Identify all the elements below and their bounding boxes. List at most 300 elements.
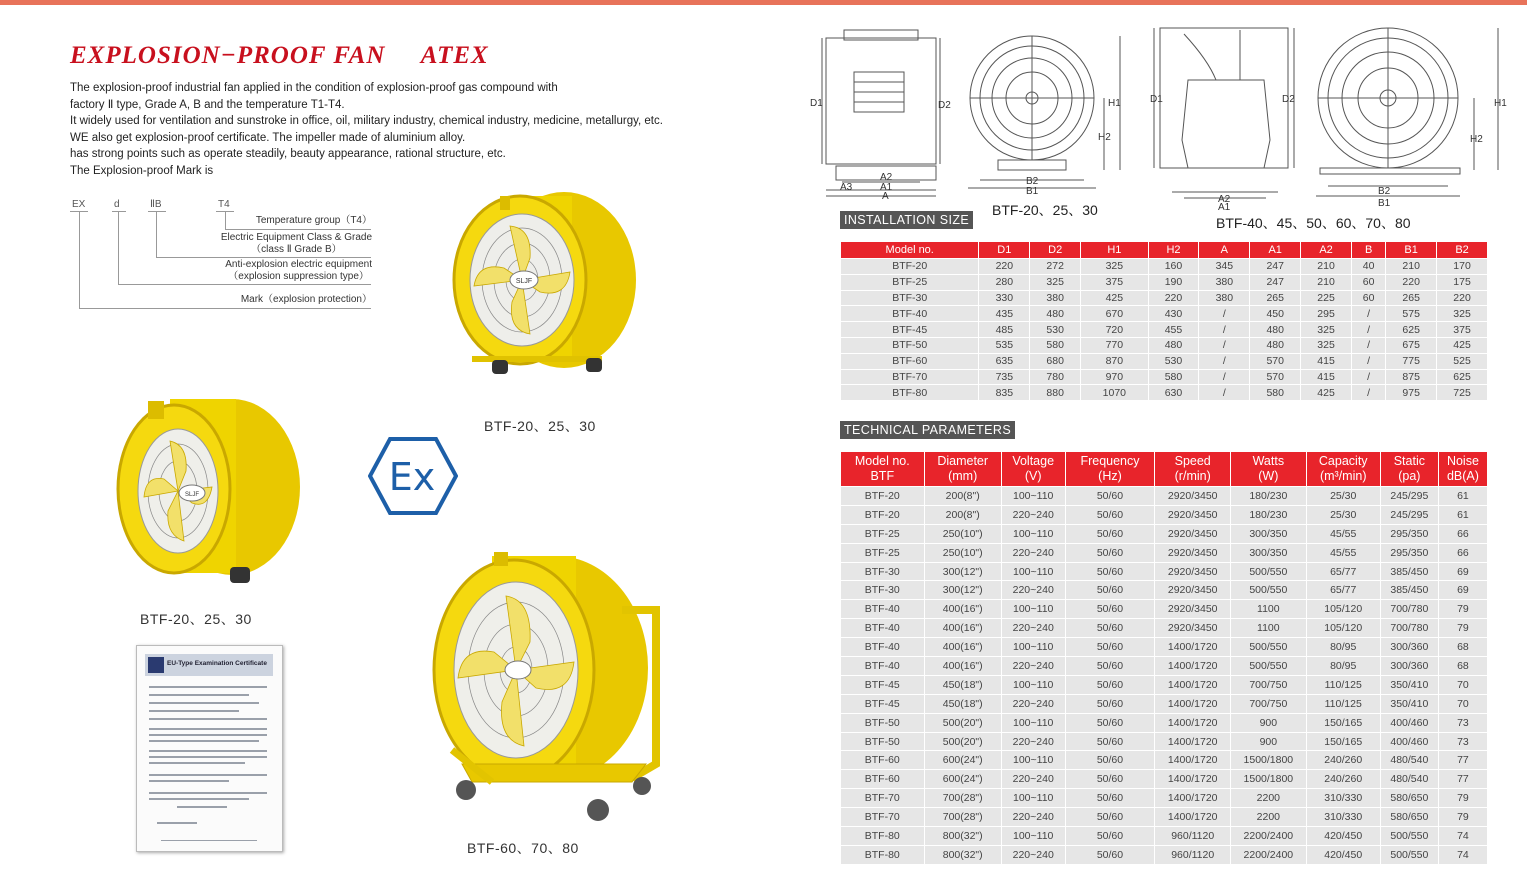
table-cell: 79 — [1439, 808, 1487, 826]
table-cell: 800(32") — [925, 846, 1001, 864]
table-cell: BTF-40 — [841, 638, 924, 656]
table-cell: 455 — [1149, 322, 1199, 337]
table-cell: 670 — [1081, 306, 1147, 321]
table-cell: 800(32") — [925, 827, 1001, 845]
ex-code: ⅡB — [150, 199, 162, 210]
column-header — [1439, 452, 1487, 486]
table-cell: 68 — [1439, 638, 1487, 656]
table-cell: 25/30 — [1307, 506, 1380, 524]
table-row — [841, 714, 1487, 732]
table-cell: 425 — [1301, 385, 1351, 400]
table-row — [841, 370, 1487, 385]
installation-size-table — [840, 241, 1488, 401]
table-cell: 450(18") — [925, 676, 1001, 694]
table-cell: 220~240 — [1002, 695, 1065, 713]
table-cell: 420/450 — [1307, 846, 1380, 864]
table-row — [841, 322, 1487, 337]
table-cell: 1100 — [1231, 619, 1306, 637]
column-header — [1307, 452, 1380, 486]
table-cell: BTF-20 — [841, 259, 978, 274]
table-cell: 220 — [1386, 275, 1436, 290]
table-cell: 1400/1720 — [1155, 733, 1230, 751]
table-cell: 220~240 — [1002, 733, 1065, 751]
table-cell: 2200/2400 — [1231, 846, 1306, 864]
ex-mark-diagram — [70, 196, 380, 316]
column-header: Model no. — [841, 242, 978, 258]
table-cell: 385/450 — [1381, 581, 1438, 599]
table-cell: 50/60 — [1066, 827, 1155, 845]
table-cell: 525 — [1437, 354, 1487, 369]
leader-line — [156, 211, 157, 257]
table-row — [841, 525, 1487, 543]
caption-fan-left: BTF-20、25、30 — [140, 611, 252, 627]
table-row — [841, 733, 1487, 751]
table-cell: 60 — [1352, 291, 1385, 306]
table-cell: BTF-80 — [841, 827, 924, 845]
column-header-unit: (r/min) — [1174, 469, 1211, 483]
desc-line: （class Ⅱ Grade B） — [251, 244, 342, 255]
text-line — [149, 702, 259, 704]
table-cell: 380 — [1199, 275, 1249, 290]
table-cell: 580/650 — [1381, 808, 1438, 826]
table-cell: 480 — [1030, 306, 1080, 321]
table-cell: 220~240 — [1002, 846, 1065, 864]
table-cell: 61 — [1439, 506, 1487, 524]
table-cell: BTF-40 — [841, 657, 924, 675]
table-cell: 272 — [1030, 259, 1080, 274]
text-line — [149, 756, 267, 758]
table-cell: 310/330 — [1307, 808, 1380, 826]
table-cell: 79 — [1439, 789, 1487, 807]
table-cell: BTF-60 — [841, 770, 924, 788]
table-row — [841, 338, 1487, 353]
table-cell: 79 — [1439, 619, 1487, 637]
table-cell: 50/60 — [1066, 638, 1155, 656]
column-header-line: Static — [1393, 454, 1425, 468]
column-header-unit: (mm) — [948, 469, 978, 483]
table-cell: 400/460 — [1381, 714, 1438, 732]
table-cell: 200(8") — [925, 506, 1001, 524]
dim-label: D1 — [810, 98, 823, 109]
table-cell: 73 — [1439, 714, 1487, 732]
dim-label: A2 — [880, 172, 893, 183]
column-header — [1066, 452, 1155, 486]
dim-label: B2 — [1378, 186, 1391, 197]
table-cell: 66 — [1439, 544, 1487, 562]
certificate-title: EU-Type Examination Certificate — [167, 660, 267, 667]
table-cell: 350/410 — [1381, 676, 1438, 694]
table-cell: 200(8") — [925, 487, 1001, 505]
table-cell: 580 — [1149, 370, 1199, 385]
table-cell: 780 — [1030, 370, 1080, 385]
table-cell: 2920/3450 — [1155, 525, 1230, 543]
column-header: B — [1352, 242, 1385, 258]
table-cell: 240/260 — [1307, 751, 1380, 769]
table-cell: 1400/1720 — [1155, 770, 1230, 788]
column-header-line: Speed — [1174, 454, 1211, 468]
table-cell: BTF-45 — [841, 676, 924, 694]
column-header-unit: (Hz) — [1098, 469, 1122, 483]
table-cell: 100~110 — [1002, 487, 1065, 505]
table-cell: / — [1199, 385, 1249, 400]
table-cell: 415 — [1301, 354, 1351, 369]
table-cell: 425 — [1081, 291, 1147, 306]
table-cell: 50/60 — [1066, 789, 1155, 807]
text-line — [149, 780, 229, 782]
table-cell: 1400/1720 — [1155, 638, 1230, 656]
table-body — [841, 259, 1487, 400]
column-header-unit: (V) — [1024, 469, 1042, 483]
table-cell: 220~240 — [1002, 657, 1065, 675]
table-cell: 220 — [979, 259, 1029, 274]
dim-label: H2 — [1098, 132, 1111, 143]
table-cell: 69 — [1439, 581, 1487, 599]
table-cell: 50/60 — [1066, 751, 1155, 769]
table-cell: BTF-30 — [841, 581, 924, 599]
desc-line: Electric Equipment Class & Grade — [220, 232, 372, 243]
table-row — [841, 808, 1487, 826]
table-cell: 325 — [1081, 259, 1147, 274]
table-cell: BTF-70 — [841, 808, 924, 826]
table-cell: 77 — [1439, 751, 1487, 769]
fan-photo-btf-20 — [452, 188, 642, 383]
ex-desc-type — [225, 259, 372, 283]
column-header-line: Capacity — [1318, 454, 1368, 468]
table-header-row — [841, 452, 1487, 486]
table-cell: / — [1352, 370, 1385, 385]
fan-photo-btf-60 — [432, 550, 668, 828]
table-cell: 74 — [1439, 827, 1487, 845]
table-cell: 580/650 — [1381, 789, 1438, 807]
table-cell: 50/60 — [1066, 676, 1155, 694]
table-cell: 1400/1720 — [1155, 714, 1230, 732]
table-cell: 50/60 — [1066, 581, 1155, 599]
table-cell: 280 — [979, 275, 1029, 290]
table-cell: 100~110 — [1002, 827, 1065, 845]
column-header-unit: BTF — [870, 469, 895, 483]
brand-label: SLJF — [515, 278, 533, 285]
table-cell: 400(16") — [925, 638, 1001, 656]
caption-fan-top: BTF-20、25、30 — [484, 418, 596, 434]
table-cell: 900 — [1231, 733, 1306, 751]
table-cell: 570 — [1250, 370, 1300, 385]
column-header — [1155, 452, 1230, 486]
table-cell: 25/30 — [1307, 487, 1380, 505]
dim-label: A3 — [840, 182, 853, 193]
ex-code: EX — [72, 199, 86, 210]
table-cell: 625 — [1386, 322, 1436, 337]
desc-line: （explosion suppression type） — [228, 271, 369, 282]
table-cell: 580 — [1250, 385, 1300, 400]
table-cell: / — [1199, 306, 1249, 321]
text-line — [149, 710, 239, 712]
table-cell: 570 — [1250, 354, 1300, 369]
table-cell: 1070 — [1081, 385, 1147, 400]
dim-label: H1 — [1494, 98, 1507, 109]
table-cell: 325 — [1437, 306, 1487, 321]
table-cell: 530 — [1149, 354, 1199, 369]
table-cell: / — [1352, 306, 1385, 321]
table-cell: 50/60 — [1066, 619, 1155, 637]
table-row — [841, 789, 1487, 807]
table-cell: 73 — [1439, 733, 1487, 751]
table-cell: 2200/2400 — [1231, 827, 1306, 845]
caption-fan-big: BTF-60、70、80 — [467, 840, 579, 856]
table-cell: 50/60 — [1066, 695, 1155, 713]
intro-line: has strong points such as operate steadily, beauty appearance, rational structure, etc. — [70, 148, 506, 161]
table-cell: 535 — [979, 338, 1029, 353]
column-header — [925, 452, 1001, 486]
table-cell: / — [1352, 385, 1385, 400]
table-cell: 870 — [1081, 354, 1147, 369]
table-cell: 240/260 — [1307, 770, 1380, 788]
table-cell: 1100 — [1231, 600, 1306, 618]
table-cell: 2920/3450 — [1155, 600, 1230, 618]
table-cell: 1500/1800 — [1231, 770, 1306, 788]
table-cell: 500/550 — [1231, 657, 1306, 675]
table-cell: 960/1120 — [1155, 827, 1230, 845]
table-cell: 700/780 — [1381, 600, 1438, 618]
column-header — [1231, 452, 1306, 486]
column-header — [841, 452, 924, 486]
table-cell: 105/120 — [1307, 619, 1380, 637]
table-cell: 210 — [1301, 275, 1351, 290]
column-header-unit: (pa) — [1398, 469, 1421, 483]
table-cell: 310/330 — [1307, 789, 1380, 807]
table-cell: 50/60 — [1066, 846, 1155, 864]
table-cell: 77 — [1439, 770, 1487, 788]
table-cell: 380 — [1199, 291, 1249, 306]
column-header-unit: (W) — [1258, 469, 1279, 483]
technical-parameters-heading: TECHNICAL PARAMETERS — [840, 421, 1015, 439]
table-cell: 425 — [1437, 338, 1487, 353]
text-line — [149, 740, 259, 742]
intro-line: The Explosion-proof Mark is — [70, 164, 214, 177]
text-line — [161, 840, 257, 841]
column-header: B2 — [1437, 242, 1487, 258]
table-cell: BTF-60 — [841, 751, 924, 769]
intro-line: WE also get explosion-proof certificate. The impeller made of aluminium alloy. — [70, 131, 466, 144]
table-cell: 2920/3450 — [1155, 563, 1230, 581]
table-cell: 700/750 — [1231, 676, 1306, 694]
table-cell: 80/95 — [1307, 657, 1380, 675]
leader-line — [225, 229, 371, 230]
table-cell: 485 — [979, 322, 1029, 337]
text-line — [149, 798, 249, 800]
dim-label: D2 — [938, 100, 951, 111]
table-cell: 100~110 — [1002, 638, 1065, 656]
table-cell: 635 — [979, 354, 1029, 369]
table-cell: 2920/3450 — [1155, 619, 1230, 637]
table-row — [841, 770, 1487, 788]
column-header: D1 — [979, 242, 1029, 258]
table-cell: 700(28") — [925, 789, 1001, 807]
column-header-line: Model no. — [854, 454, 910, 468]
table-cell: BTF-30 — [841, 563, 924, 581]
table-cell: 70 — [1439, 676, 1487, 694]
table-row — [841, 487, 1487, 505]
leader-line — [225, 211, 226, 229]
table-cell: 65/77 — [1307, 581, 1380, 599]
table-cell: 500/550 — [1231, 638, 1306, 656]
table-cell: BTF-25 — [841, 525, 924, 543]
intro-line: The explosion-proof industrial fan applied in the condition of explosion-proof gas compound with — [70, 82, 558, 94]
certificate-logo — [148, 657, 164, 673]
column-header: H2 — [1149, 242, 1199, 258]
table-cell: BTF-70 — [841, 789, 924, 807]
table-cell: 300(12") — [925, 581, 1001, 599]
text-line — [149, 774, 267, 776]
text-line — [149, 694, 249, 696]
table-cell: 50/60 — [1066, 563, 1155, 581]
table-cell: 900 — [1231, 714, 1306, 732]
table-cell: BTF-25 — [841, 275, 978, 290]
table-cell: 50/60 — [1066, 733, 1155, 751]
desc-line: Temperature group（T4） — [255, 215, 372, 226]
dim-label: A — [882, 191, 889, 202]
top-accent-bar — [0, 0, 1527, 5]
table-cell: BTF-25 — [841, 544, 924, 562]
table-cell: 110/125 — [1307, 676, 1380, 694]
table-cell: 110/125 — [1307, 695, 1380, 713]
table-row — [841, 676, 1487, 694]
leader-line — [156, 257, 371, 258]
table-cell: 300/350 — [1231, 544, 1306, 562]
ex-desc-mark — [241, 294, 372, 306]
table-cell: BTF-50 — [841, 338, 978, 353]
table-cell: BTF-30 — [841, 291, 978, 306]
table-cell: 680 — [1030, 354, 1080, 369]
table-cell: 100~110 — [1002, 525, 1065, 543]
table-cell: 625 — [1437, 370, 1487, 385]
signature — [157, 822, 197, 824]
table-cell: 350/410 — [1381, 695, 1438, 713]
table-cell: 770 — [1081, 338, 1147, 353]
table-cell: 500/550 — [1381, 827, 1438, 845]
table-cell: BTF-20 — [841, 506, 924, 524]
table-cell: 61 — [1439, 487, 1487, 505]
table-cell: / — [1352, 338, 1385, 353]
table-cell: 100~110 — [1002, 789, 1065, 807]
table-cell: / — [1199, 354, 1249, 369]
table-row — [841, 275, 1487, 290]
ex-desc-temperature — [256, 215, 372, 227]
table-cell: 700/780 — [1381, 619, 1438, 637]
table-cell: BTF-50 — [841, 733, 924, 751]
table-cell: / — [1199, 370, 1249, 385]
table-row — [841, 306, 1487, 321]
table-cell: 79 — [1439, 600, 1487, 618]
table-cell: 150/165 — [1307, 714, 1380, 732]
column-header-unit: dB(A) — [1446, 469, 1479, 483]
table-cell: 480/540 — [1381, 770, 1438, 788]
table-cell: 580 — [1030, 338, 1080, 353]
table-body — [841, 487, 1487, 864]
table-cell: BTF-50 — [841, 714, 924, 732]
column-header-line: Watts — [1252, 454, 1285, 468]
table-cell: 480 — [1250, 338, 1300, 353]
brand-label: SLJF — [184, 492, 200, 498]
table-cell: 630 — [1149, 385, 1199, 400]
table-row — [841, 638, 1487, 656]
table-cell: 180/230 — [1231, 487, 1306, 505]
table-cell: 1400/1720 — [1155, 657, 1230, 675]
table-cell: 175 — [1437, 275, 1487, 290]
table-cell: / — [1352, 322, 1385, 337]
table-cell: 247 — [1250, 259, 1300, 274]
table-cell: 69 — [1439, 563, 1487, 581]
table-row — [841, 581, 1487, 599]
table-cell: 700/750 — [1231, 695, 1306, 713]
intro-line: It widely used for ventilation and sunstroke in office, oil, military industry, chemical industry, medicine, metallurgy, etc. — [70, 115, 663, 128]
table-cell: 975 — [1386, 385, 1436, 400]
table-cell: 735 — [979, 370, 1029, 385]
technical-parameters-table — [840, 451, 1488, 865]
table-cell: BTF-80 — [841, 846, 924, 864]
table-cell: 50/60 — [1066, 525, 1155, 543]
table-cell: 50/60 — [1066, 544, 1155, 562]
installation-drawings — [808, 20, 1518, 210]
dim-label: D1 — [1150, 94, 1163, 105]
table-cell: 74 — [1439, 846, 1487, 864]
table-cell: 220 — [1149, 291, 1199, 306]
table-cell: 68 — [1439, 657, 1487, 675]
table-cell: 70 — [1439, 695, 1487, 713]
table-cell: 2920/3450 — [1155, 506, 1230, 524]
table-cell: 300/360 — [1381, 657, 1438, 675]
table-cell: 480/540 — [1381, 751, 1438, 769]
desc-line: Mark（explosion protection） — [240, 294, 372, 305]
table-row — [841, 846, 1487, 864]
column-header — [1381, 452, 1438, 486]
table-cell: 295/350 — [1381, 544, 1438, 562]
dim-label: A1 — [1218, 202, 1231, 210]
table-cell: 210 — [1301, 259, 1351, 274]
table-cell: BTF-20 — [841, 487, 924, 505]
table-row — [841, 619, 1487, 637]
column-header: B1 — [1386, 242, 1436, 258]
text-line — [149, 734, 267, 736]
table-cell: 265 — [1250, 291, 1300, 306]
column-header: D2 — [1030, 242, 1080, 258]
table-cell: 500/550 — [1381, 846, 1438, 864]
table-cell: 80/95 — [1307, 638, 1380, 656]
text-line — [149, 750, 267, 752]
intro-line: factory Ⅱ type, Grade A, B and the temperature T1-T4. — [70, 98, 345, 111]
table-cell: 875 — [1386, 370, 1436, 385]
text-line — [149, 792, 267, 794]
drawing-caption-small: BTF-20、25、30 — [992, 202, 1098, 218]
table-cell: 220~240 — [1002, 581, 1065, 599]
table-cell: 295/350 — [1381, 525, 1438, 543]
table-cell: 300/350 — [1231, 525, 1306, 543]
table-cell: 225 — [1301, 291, 1351, 306]
table-cell: 250(10") — [925, 544, 1001, 562]
table-cell: / — [1352, 354, 1385, 369]
table-cell: 330 — [979, 291, 1029, 306]
intro-text — [70, 80, 770, 180]
table-cell: 245/295 — [1381, 506, 1438, 524]
table-cell: 65/77 — [1307, 563, 1380, 581]
table-cell: 2920/3450 — [1155, 487, 1230, 505]
table-cell: 250(10") — [925, 525, 1001, 543]
table-cell: BTF-70 — [841, 370, 978, 385]
dim-label: H1 — [1108, 98, 1121, 109]
table-cell: 265 — [1386, 291, 1436, 306]
table-row — [841, 506, 1487, 524]
drawing-caption-big: BTF-40、45、50、60、70、80 — [1216, 215, 1411, 231]
table-cell: 400(16") — [925, 619, 1001, 637]
